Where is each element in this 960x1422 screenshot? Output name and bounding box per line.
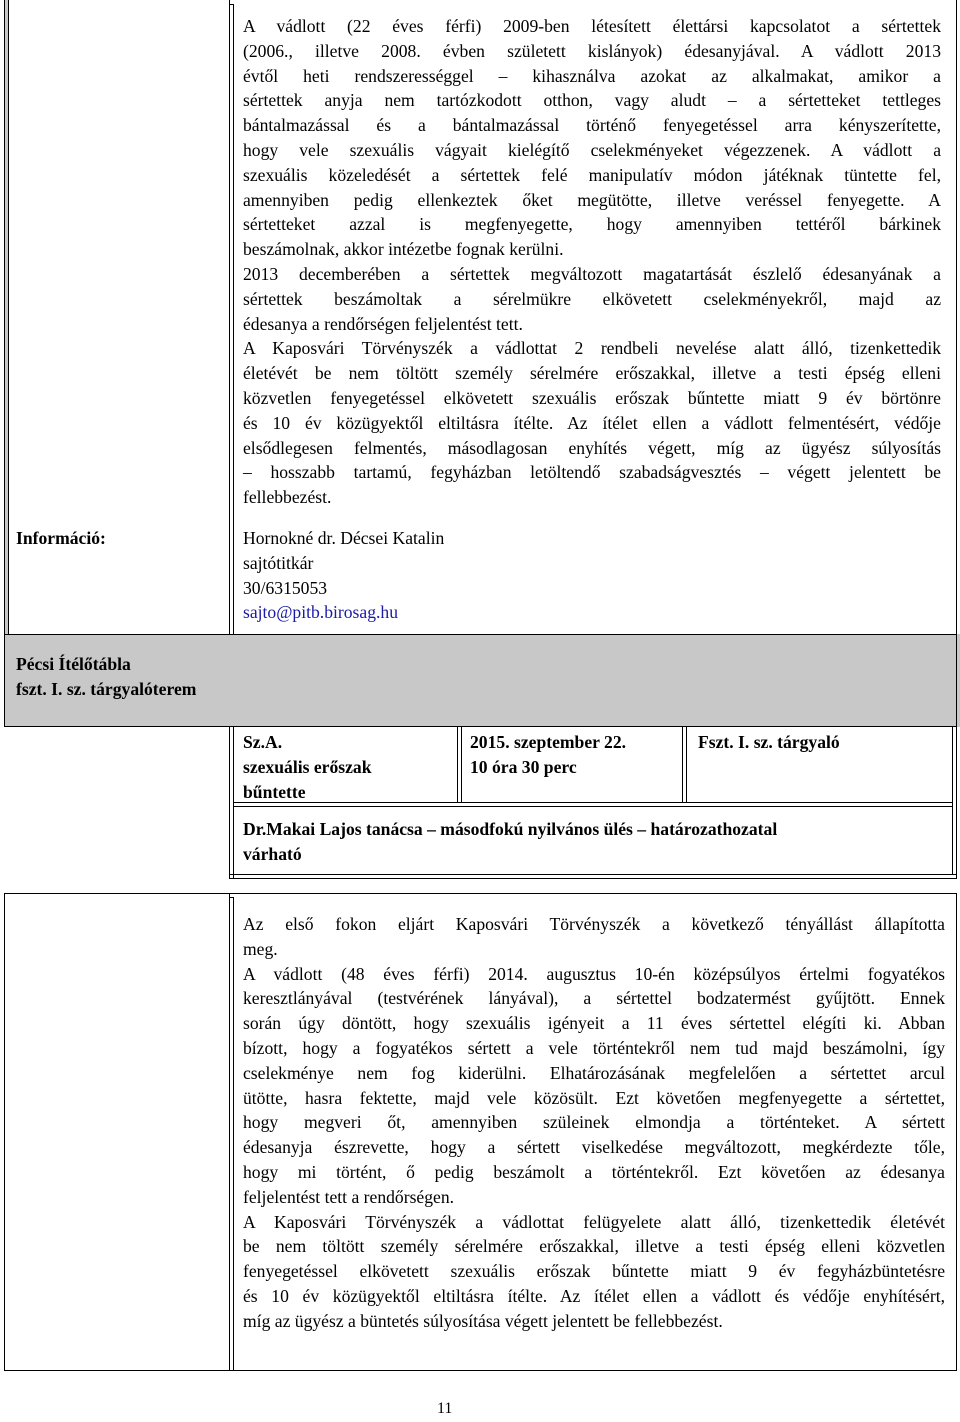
text-line: Az első fokon eljárt Kaposvári Törvényszék a következő tényállást állapította bbox=[243, 914, 945, 934]
press-officer-email[interactable]: sajto@pitb.birosag.hu bbox=[243, 602, 398, 623]
text-line: A Kaposvári Törvényszék a vádlottat felügyelete alatt álló, tizenkettedik életévét bbox=[243, 1211, 945, 1232]
text-line: bántalmazással és a bántalmazással történő fenyegetéssel arra kényszerítette, bbox=[243, 115, 941, 136]
border bbox=[682, 727, 683, 803]
border bbox=[233, 727, 234, 879]
room-cell bbox=[698, 730, 840, 755]
text-line: során úgy döntött, hogy szexuális igényeit a 11 éves sértettel elégíti ki. Abban bbox=[243, 1013, 945, 1034]
text-line: meg. bbox=[243, 938, 278, 959]
text-line: elsődlegesen felmentés, másodlagosan enyhítés végett, míg az ügyész súlyosítás bbox=[243, 437, 941, 458]
border bbox=[229, 878, 957, 879]
border bbox=[956, 0, 957, 727]
border bbox=[4, 893, 5, 1371]
hearing-date: 2015. szeptember 22. bbox=[470, 732, 627, 752]
border bbox=[233, 4, 234, 634]
top-case-text bbox=[243, 14, 941, 510]
venue-room: fszt. I. sz. tárgyalóterem bbox=[16, 678, 197, 699]
case-id-cell bbox=[243, 730, 372, 804]
border bbox=[8, 0, 9, 634]
border bbox=[4, 1370, 957, 1371]
case-type-line2: bűntette bbox=[243, 781, 306, 802]
text-line: 2013 decemberében a sértettek megváltozott magatartását észlelő édesanyának a bbox=[243, 263, 941, 284]
border bbox=[229, 874, 957, 875]
border bbox=[233, 806, 953, 807]
text-line: amennyiben pedig ellenkeztek őket megütötte, illetve veréssel fenyegette. A bbox=[243, 189, 941, 210]
border bbox=[956, 893, 957, 1371]
press-officer-phone: 30/6315053 bbox=[243, 577, 328, 598]
text-line: hogy vele szexuális vágyait kielégítő cselekményeket végezzenek. A vádlott a bbox=[243, 139, 941, 160]
text-line: feljelentést tett a rendőrségen. bbox=[243, 1186, 455, 1207]
border bbox=[233, 897, 234, 1371]
border bbox=[229, 0, 230, 634]
border bbox=[686, 727, 687, 803]
text-line: A Kaposvári Törvényszék a vádlottat 2 rendbeli nevelése alatt álló, tizenkettedik bbox=[243, 338, 941, 359]
text-line: édesanyja észrevette, hogy a sértett viselkedése megváltozott, megkérdezte tőle, bbox=[243, 1137, 945, 1158]
council-line2: várható bbox=[243, 843, 302, 864]
case-type-line1: szexuális erőszak bbox=[243, 756, 372, 777]
text-line: cselekménye nem fog kiderülni. Elhatározásának megfelelően a sértettet arcul bbox=[243, 1062, 945, 1083]
border bbox=[4, 893, 957, 894]
page-number: 11 bbox=[437, 1400, 453, 1417]
venue-title bbox=[16, 652, 196, 702]
text-line: sértettek anyja nem tartózkodott otthon, vagy aludt – a sértetteket tettleges bbox=[243, 90, 941, 111]
text-line: (2006., illetve 2008. évben született kislányok) édesanyjával. A vádlott 2013 bbox=[243, 40, 941, 61]
text-line: míg az ügyész a büntetés súlyosítása végett jelentett be fellebbezést. bbox=[243, 1310, 723, 1331]
text-line: évtől heti rendszerességgel – kihasználva azokat az alkalmakat, amikor a bbox=[243, 65, 941, 86]
venue-band bbox=[230, 634, 960, 727]
text-line: fellebbezést. bbox=[243, 487, 332, 508]
date-cell bbox=[470, 730, 626, 780]
text-line: beszámolnak, akkor intézetbe fognak kerülni. bbox=[243, 239, 564, 260]
border bbox=[4, 634, 957, 635]
text-line: szexuális közeledését a sértettek felé manipulatív módon játéknak tüntette fel, bbox=[243, 164, 941, 185]
text-line: be nem töltött személy sérelmére erőszakkal, illetve a testi épség elleni közvetlen bbox=[243, 1236, 945, 1257]
council-line1: Dr.Makai Lajos tanácsa – másodfokú nyilvános ülés – határozathozatal bbox=[243, 819, 778, 839]
text-line: bízott, hogy a fogyatékos sértett a vele történtekről nem tud majd beszámolni, így bbox=[243, 1037, 945, 1058]
press-officer-role: sajtótitkár bbox=[243, 552, 314, 573]
text-line: A vádlott (48 éves férfi) 2014. augusztus 10-én középsúlyos értelmi fogyatékos bbox=[243, 963, 945, 984]
border bbox=[952, 727, 953, 875]
text-line: édesanya a rendőrségen feljelentést tett. bbox=[243, 313, 523, 334]
hearing-room: Fszt. I. sz. tárgyaló bbox=[698, 732, 840, 752]
text-line: fenyegetéssel elkövetett szexuális erőszak bűntette miatt 9 év fegyházbüntetésre bbox=[243, 1261, 945, 1282]
press-officer-name: Hornokné dr. Décsei Katalin bbox=[243, 528, 445, 548]
text-line: hogy mi történt, ő pedig beszámolt a történtekről. Ezt követően az édesanya bbox=[243, 1161, 945, 1182]
info-label: Információ: bbox=[16, 528, 106, 548]
text-line: közvetlen fenyegetéssel elkövetett szexuális erőszak bűntette miatt 9 év börtönre bbox=[243, 387, 941, 408]
text-line: sértetteket azzal is megfenyegette, hogy amennyiben tettéről bárkinek bbox=[243, 214, 941, 235]
text-line: és 10 év közügyektől eltiltásra ítélte. Az ítélet ellen a vádlott és védője enyhítésért, bbox=[243, 1285, 945, 1306]
border bbox=[956, 727, 957, 879]
hearing-time: 10 óra 30 perc bbox=[470, 756, 577, 777]
border bbox=[457, 727, 458, 803]
border bbox=[229, 727, 230, 879]
border bbox=[229, 897, 234, 898]
text-line: ütötte, hasra fektette, majd vele közösült. Ezt követően megfenyegette a sértettet, bbox=[243, 1087, 945, 1108]
border bbox=[229, 4, 234, 5]
text-line: hogy megveri őt, amennyiben szüleinek elmondja a történteket. A sértett bbox=[243, 1112, 945, 1133]
case-id: Sz.A. bbox=[243, 732, 283, 752]
text-line: életévét be nem töltött személy sérelmére erőszakkal, illetve a testi épség elleni bbox=[243, 363, 941, 384]
text-line: és 10 év közügyektől eltiltásra ítélte. Az ítélet ellen a vádlott felmentésért, védője bbox=[243, 412, 941, 433]
info-contact bbox=[243, 526, 444, 625]
text-line: sértettek beszámoltak a sérelmükre elkövetett cselekményekről, majd az bbox=[243, 288, 941, 309]
text-line: keresztlányával (testvérének lányával), a sértettel bodzatermést gyűjtött. Ennek bbox=[243, 988, 945, 1009]
border bbox=[461, 727, 462, 803]
text-line: – hosszabb tartamú, fegyházban letöltendő szabadságvesztés – végett jelentett be bbox=[243, 462, 941, 483]
venue-court: Pécsi Ítélőtábla bbox=[16, 654, 131, 674]
border bbox=[4, 0, 5, 727]
bottom-case-text bbox=[243, 912, 945, 1334]
text-line: A vádlott (22 éves férfi) 2009-ben létesített élettársi kapcsolatot a sértettek bbox=[243, 16, 941, 36]
border bbox=[229, 893, 230, 1371]
council-cell bbox=[243, 817, 777, 867]
